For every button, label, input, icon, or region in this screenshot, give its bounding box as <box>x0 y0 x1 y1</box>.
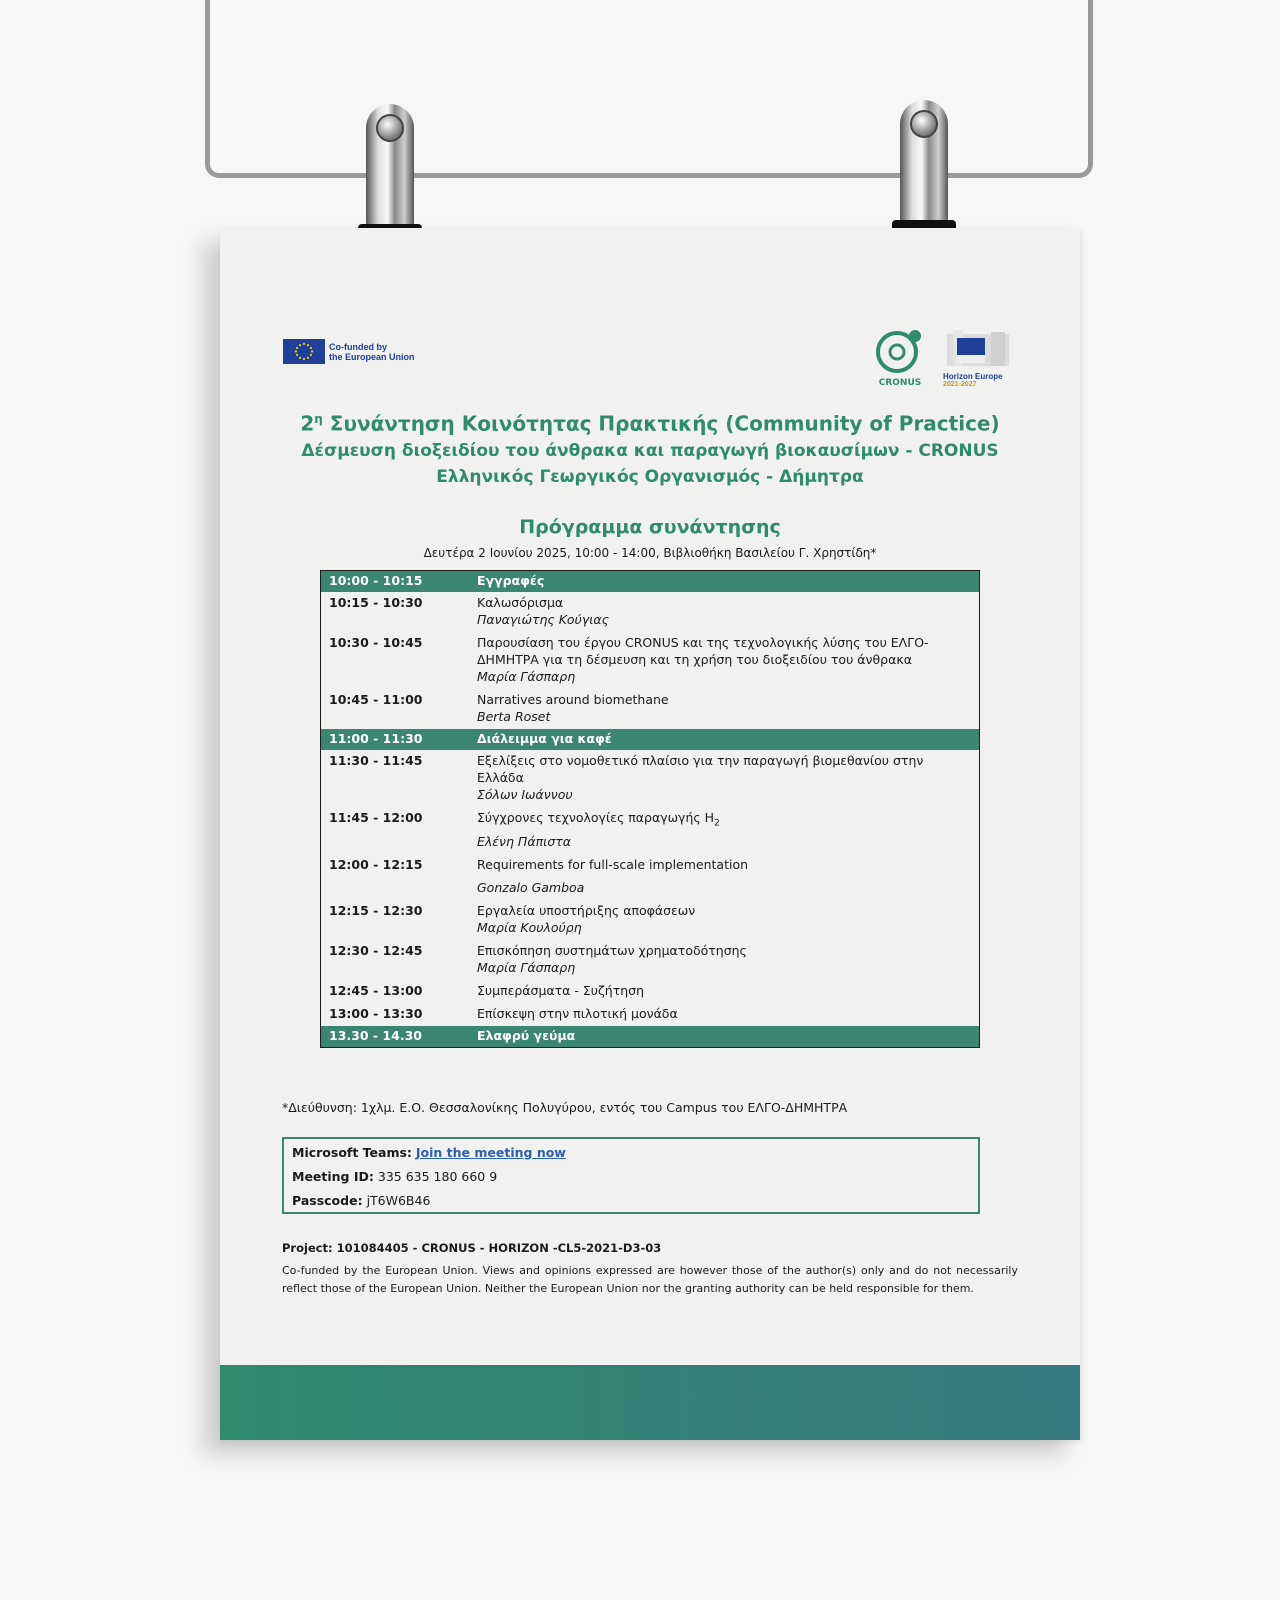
poster-sheet <box>220 228 1080 1440</box>
meeting-id-value: 335 635 180 660 9 <box>377 1169 498 1184</box>
meeting-id-label: Meeting ID: <box>292 1169 374 1184</box>
schedule-row: 13:00 - 13:30 Επίσκεψη στην πιλοτική μονάδα <box>329 1005 678 1021</box>
join-meeting-link[interactable]: Join the meeting now <box>415 1145 566 1160</box>
european-commission-icon <box>943 328 1013 368</box>
schedule-row: 10:45 - 11:00 Narratives around biomethane Berta Roset <box>329 692 669 724</box>
event-title: $2^\eta$ Συνάντηση Κοινότητας Πρακτικής (Community of Practice) <box>300 411 1000 436</box>
horizon-europe-text: Horizon Europe <box>943 372 1003 381</box>
organization-title: Ελληνικός Γεωργικός Οργανισμός - Δήμητρα <box>436 466 864 487</box>
horizon-europe-logo <box>943 328 1015 389</box>
eu-flag-icon <box>283 339 325 364</box>
teams-meeting-box <box>282 1137 980 1214</box>
cronus-logo-text: CRONUS <box>878 378 922 388</box>
schedule-row: 12:45 - 13:00 Συμπεράσματα - Συζήτηση <box>329 982 645 998</box>
schedule-row: 10:00 - 10:15 Εγγραφές <box>321 571 979 592</box>
poster-titles <box>220 406 1080 490</box>
schedule-row: 11:45 - 12:00 Σύγχρονες τεχνολογίες παραγωγής $H_2$ Ελένη Πάπιστα <box>329 810 720 849</box>
wire-hanger <box>205 0 1093 178</box>
project-code: Project: 101084405 - CRONUS - HORIZON -CL5-2021-D3-03 <box>282 1241 662 1255</box>
schedule-table <box>320 570 980 1048</box>
program-heading: Πρόγραμμα συνάντησης <box>519 516 781 538</box>
horizon-years-text: 2021-2027 <box>943 381 977 388</box>
eu-disclaimer: Co-funded by the European Union. Views and opinions expressed are however those of the author(s) only and do not necessarily reflect those of the European Union. Neither the European Union nor the granting authority can be held responsible for them. <box>282 1264 1018 1295</box>
schedule-row: 12:00 - 12:15 Requirements for full-scale implementation Gonzalo Gamboa <box>329 856 749 895</box>
eu-cofunded-logo <box>283 339 415 364</box>
footer-band <box>220 1365 1080 1440</box>
schedule-row: 10:30 - 10:45 Παρουσίαση του έργου CRONUS και της τεχνολογικής λύσης του ΕΛΓΟ-ΔΗΜΗΤΡΑ για τη δέσμευση και τη χρήση του διοξειδίου του άνθρακα Μαρία Γάσπαρη <box>329 635 929 684</box>
schedule-row: 10:15 - 10:30 Καλωσόρισμα Παναγιώτης Κούγιας <box>329 595 609 627</box>
eu-logo-text: Co-funded by the European Union <box>329 341 415 362</box>
schedule-row: 11:30 - 11:45 Εξελίξεις στο νομοθετικό πλαίσιο για την παραγωγή βιομεθανίου στην Ελλάδα Σόλων Ιωάννου <box>329 753 924 802</box>
program-date-venue: Δευτέρα 2 Ιουνίου 2025, 10:00 - 14:00, Βιβλιοθήκη Βασιλείου Γ. Χρηστίδη* <box>423 546 877 560</box>
address-note: *Διεύθυνση: 1χλμ. Ε.Ο. Θεσσαλονίκης Πολυγύρου, εντός του Campus του ΕΛΓΟ-ΔΗΜΗΤΡΑ <box>282 1100 848 1115</box>
project-title: Δέσμευση διοξειδίου του άνθρακα και παραγωγή βιοκαυσίμων - CRONUS <box>301 440 999 461</box>
schedule-row: 12:30 - 12:45 Επισκόπηση συστημάτων χρηματοδότησης Μαρία Γάσπαρη <box>329 942 747 975</box>
passcode-label: Passcode: <box>292 1193 363 1208</box>
cronus-logo <box>870 328 930 388</box>
cronus-ring-icon <box>870 328 930 376</box>
schedule-row: 13.30 - 14.30 Ελαφρύ γεύμα <box>321 1026 979 1047</box>
schedule-row: 12:15 - 12:30 Εργαλεία υποστήριξης αποφάσεων Μαρία Κουλούρη <box>329 902 696 935</box>
passcode-value: jT6W6B46 <box>366 1193 431 1208</box>
schedule-row: 11:00 - 11:30 Διάλειμμα για καφέ <box>321 729 979 750</box>
teams-label: Microsoft Teams: <box>292 1145 412 1160</box>
